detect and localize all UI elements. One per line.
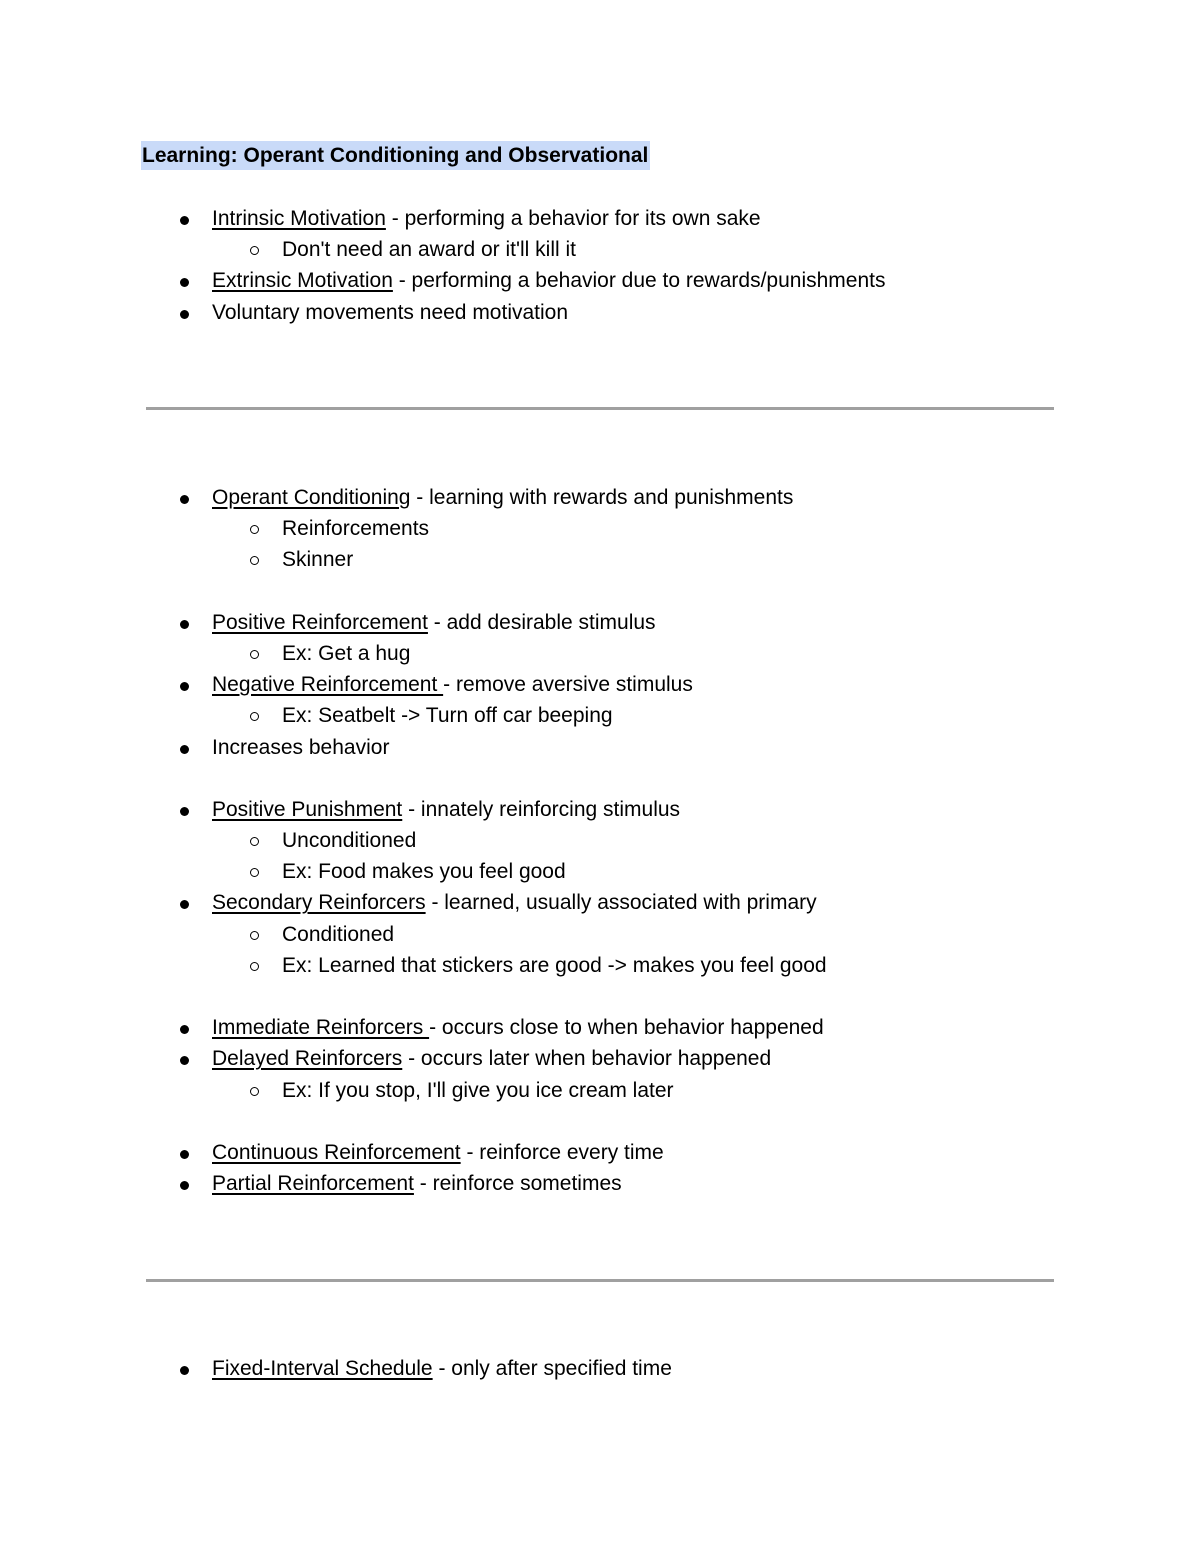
term-label: Immediate Reinforcers — [212, 1016, 430, 1040]
term-definition: - reinforce every time — [460, 1140, 664, 1164]
bullet-filled-icon — [180, 495, 189, 504]
bullet-filled-icon — [180, 807, 189, 816]
bullet-hollow-icon — [250, 868, 259, 877]
list-item — [0, 919, 1200, 950]
bullet-hollow-icon — [250, 837, 259, 846]
horizontal-rule — [146, 407, 1054, 410]
term-definition: - remove aversive stimulus — [443, 673, 693, 697]
term-definition: - innately reinforcing stimulus — [402, 797, 681, 821]
list-item — [0, 887, 1200, 918]
sub-item-text: Unconditioned — [282, 829, 417, 853]
section-operant-conditioning — [0, 482, 1200, 1199]
list-item — [0, 265, 1200, 296]
section-schedules — [0, 1353, 1200, 1384]
term-definition: - learned, usually associated with primary — [425, 891, 817, 915]
bullet-hollow-icon — [250, 525, 259, 534]
term-definition: - occurs later when behavior happened — [402, 1047, 772, 1071]
sub-item-text: Ex: If you stop, I'll give you ice cream later — [282, 1078, 674, 1102]
list-item — [0, 856, 1200, 887]
list-item — [0, 544, 1200, 575]
term-definition: - occurs close to when behavior happened — [429, 1016, 824, 1040]
term-label: Intrinsic Motivation — [212, 207, 386, 230]
term-definition: - reinforce sometimes — [413, 1172, 622, 1196]
section-motivation — [0, 203, 1200, 328]
horizontal-rule — [146, 1279, 1054, 1282]
bullet-filled-icon — [180, 900, 189, 909]
term-label: Extrinsic Motivation — [212, 269, 393, 293]
bullet-filled-icon — [180, 1181, 189, 1190]
list-item — [0, 1353, 1200, 1384]
sub-item-text: Ex: Get a hug — [282, 641, 411, 665]
term-definition: - add desirable stimulus — [427, 610, 656, 634]
bullet-filled-icon — [180, 216, 189, 225]
term-definition: - performing a behavior for its own sake — [385, 207, 761, 230]
list-item — [0, 638, 1200, 669]
list-item — [0, 297, 1200, 328]
sub-item-text: Reinforcements — [282, 517, 430, 541]
bullet-hollow-icon — [250, 931, 259, 940]
blank-line — [0, 981, 1200, 1012]
list-item — [0, 1043, 1200, 1074]
bullet-hollow-icon — [250, 556, 259, 565]
list-item — [0, 1137, 1200, 1168]
document-title: Learning: Operant Conditioning and Observational — [141, 141, 650, 170]
bullet-filled-icon — [180, 682, 189, 691]
term-label: Positive Punishment — [212, 797, 403, 821]
sub-item-text: Conditioned — [282, 922, 395, 946]
list-item — [0, 1075, 1200, 1106]
bullet-filled-icon — [180, 1025, 189, 1034]
sub-item-text: Ex: Food makes you feel good — [282, 860, 566, 884]
term-definition: - performing a behavior due to rewards/punishments — [392, 269, 886, 293]
term-definition: - learning with rewards and punishments — [410, 486, 794, 509]
list-item — [0, 203, 1200, 234]
bullet-hollow-icon — [250, 962, 259, 971]
bullet-filled-icon — [180, 1150, 189, 1159]
sub-item-text: Don't need an award or it'll kill it — [282, 238, 576, 262]
item-text: Voluntary movements need motivation — [212, 300, 569, 324]
bullet-hollow-icon — [250, 246, 259, 255]
term-label: Partial Reinforcement — [212, 1172, 414, 1196]
term-label: Secondary Reinforcers — [212, 891, 426, 915]
list-item — [0, 1012, 1200, 1043]
list-item — [0, 513, 1200, 544]
term-label: Positive Reinforcement — [212, 610, 428, 634]
term-label: Negative Reinforcement — [212, 673, 444, 697]
blank-line — [0, 1106, 1200, 1137]
blank-line — [0, 763, 1200, 794]
bullet-hollow-icon — [250, 712, 259, 721]
bullet-filled-icon — [180, 620, 189, 629]
bullet-filled-icon — [180, 278, 189, 287]
bullet-filled-icon — [180, 1056, 189, 1065]
list-item — [0, 794, 1200, 825]
bullet-filled-icon — [180, 745, 189, 754]
term-label: Delayed Reinforcers — [212, 1047, 403, 1071]
term-label: Fixed-Interval Schedule — [212, 1357, 433, 1380]
sub-item-text: Ex: Seatbelt -> Turn off car beeping — [282, 704, 613, 728]
list-item — [0, 482, 1200, 513]
term-label: Continuous Reinforcement — [212, 1140, 461, 1164]
item-text: Increases behavior — [212, 735, 390, 759]
term-label: Operant Conditioning — [212, 486, 411, 509]
bullet-hollow-icon — [250, 1087, 259, 1096]
blank-line — [0, 576, 1200, 607]
list-item — [0, 732, 1200, 763]
list-item — [0, 607, 1200, 638]
list-item — [0, 825, 1200, 856]
bullet-hollow-icon — [250, 650, 259, 659]
bullet-filled-icon — [180, 1366, 189, 1375]
list-item — [0, 234, 1200, 265]
sub-item-text: Ex: Learned that stickers are good -> makes you feel good — [282, 953, 827, 977]
term-definition: - only after specified time — [432, 1357, 672, 1380]
list-item — [0, 669, 1200, 700]
sub-item-text: Skinner — [282, 548, 354, 572]
list-item — [0, 1168, 1200, 1199]
list-item — [0, 950, 1200, 981]
bullet-filled-icon — [180, 310, 189, 319]
list-item — [0, 700, 1200, 731]
